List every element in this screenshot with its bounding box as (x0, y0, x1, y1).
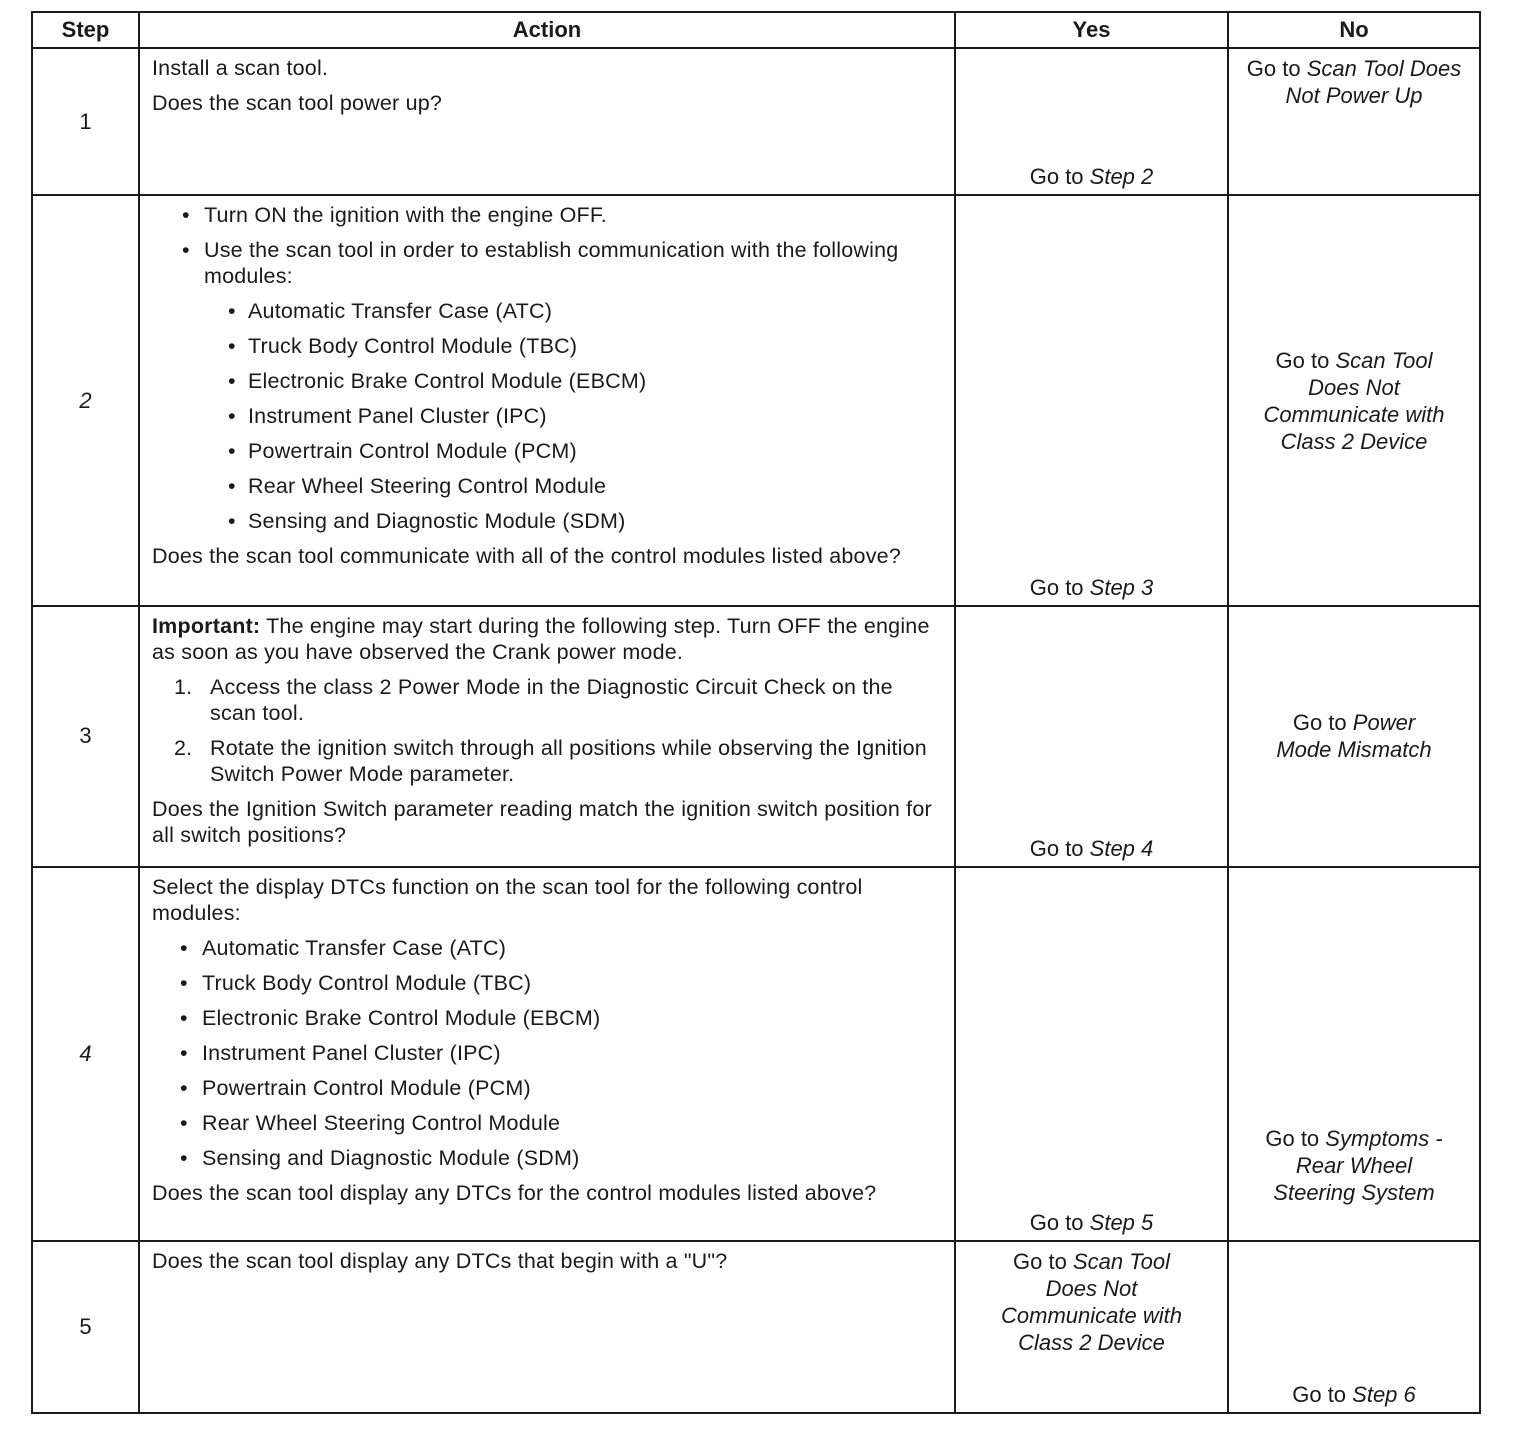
yes-result: Go to Step 4 (1029, 835, 1154, 861)
action-question: Does the scan tool display any DTCs for the control modules listed above? (152, 1180, 877, 1205)
no-cell (1228, 606, 1480, 867)
no-result: Go to Symptoms - Rear Wheel Steering System (1265, 1125, 1443, 1205)
header-yes: Yes (955, 12, 1228, 48)
no-result: Go to Scan Tool Does Not Communicate with Class 2 Device (1263, 347, 1445, 454)
list-item: • Sensing and Diagnostic Module (SDM) (204, 508, 940, 534)
no-result: Go to Scan Tool Does Not Power Up (1246, 56, 1462, 108)
yes-cell (955, 48, 1228, 195)
no-result: Go to Step 6 (1292, 1382, 1416, 1407)
yes-result: Go to Step 3 (1029, 575, 1154, 601)
list-item: • Rear Wheel Steering Control Module (152, 1110, 940, 1136)
yes-result: Go to Step 5 (1029, 1209, 1154, 1235)
action-question: Does the scan tool communicate with all of the control modules listed above? (152, 544, 901, 569)
table-row (32, 48, 1480, 195)
step-number: 5 (32, 1241, 139, 1413)
list-item: • Turn ON the ignition with the engine OFF. (152, 202, 940, 228)
action-cell (139, 1241, 955, 1413)
no-result: Go to Power Mode Mismatch (1276, 710, 1432, 763)
yes-result: Go to Scan Tool Does Not Communicate with Class 2 Device (1001, 1248, 1182, 1355)
table-row (32, 606, 1480, 867)
yes-cell (955, 867, 1228, 1241)
header-step: Step (32, 12, 139, 48)
action-cell (139, 195, 955, 606)
table-row (32, 195, 1480, 606)
yes-link[interactable]: Scan Tool Does Not Communicate with Class 2 Device (1001, 1248, 1182, 1355)
table-row (32, 1241, 1480, 1413)
action-list (152, 202, 940, 534)
action-cell (139, 48, 955, 195)
list-item: 1. Access the class 2 Power Mode in the Diagnostic Circuit Check on the scan tool. (174, 675, 893, 726)
no-cell (1228, 1241, 1480, 1413)
action-cell (139, 867, 955, 1241)
action-question: Does the Ignition Switch parameter reading match the ignition switch position for all switch positions? (152, 797, 932, 848)
list-item: • Electronic Brake Control Module (EBCM) (152, 1005, 940, 1031)
list-item: • Electronic Brake Control Module (EBCM) (204, 368, 940, 394)
yes-link[interactable]: Step 5 (1089, 1209, 1154, 1235)
table-row (32, 867, 1480, 1241)
action-cell (139, 606, 955, 867)
list-item: 2. Rotate the ignition switch through all positions while observing the Ignition Switch Power Mode parameter. (174, 736, 927, 787)
action-text: Install a scan tool. (152, 56, 329, 80)
no-cell (1228, 867, 1480, 1241)
list-item: • Truck Body Control Module (TBC) (152, 970, 940, 996)
list-item: • Instrument Panel Cluster (IPC) (152, 1040, 940, 1066)
step-number: 3 (32, 606, 139, 867)
yes-cell (955, 1241, 1228, 1413)
list-item: • Powertrain Control Module (PCM) (204, 438, 940, 464)
no-cell (1228, 48, 1480, 195)
step-number: 4 (32, 867, 139, 1241)
yes-link[interactable]: Step 2 (1089, 164, 1154, 190)
important-note: Important: The engine may start during the following step. Turn OFF the engine as soon as you have observed the Crank power mode. (152, 614, 930, 665)
action-question: Does the scan tool power up? (152, 91, 443, 115)
list-item: • Automatic Transfer Case (ATC) (152, 935, 940, 961)
no-cell (1228, 195, 1480, 606)
header-row (32, 12, 1480, 48)
list-item: • Instrument Panel Cluster (IPC) (204, 403, 940, 429)
yes-link[interactable]: Step 3 (1089, 575, 1154, 601)
no-link[interactable]: Power Mode Mismatch (1276, 710, 1432, 763)
yes-cell (955, 195, 1228, 606)
yes-cell (955, 606, 1228, 867)
list-item: • Powertrain Control Module (PCM) (152, 1075, 940, 1101)
action-text: Select the display DTCs function on the scan tool for the following control modules: (152, 874, 863, 925)
yes-link[interactable]: Step 4 (1089, 835, 1154, 861)
list-item: • Sensing and Diagnostic Module (SDM) (152, 1145, 940, 1171)
no-link[interactable]: Scan Tool Does Not Communicate with Class 2 Device (1263, 347, 1445, 454)
list-item: • Rear Wheel Steering Control Module (204, 473, 940, 499)
list-item: • Use the scan tool in order to establish communication with the following modules: • Automatic Transfer Case (ATC) • Truck Body Control Module (TBC) • Electronic Brake Control Module (EBCM) • Instrument Panel Cluster (IPC) • Powertrain Control Module (PCM) • Rear Wheel Steering Control Module • Sensing and Diagnostic Module (SDM) (152, 237, 940, 534)
header-action: Action (139, 12, 955, 48)
module-list (152, 935, 940, 1171)
no-link[interactable]: Scan Tool Does Not Power Up (1285, 56, 1462, 108)
procedure-list (152, 674, 940, 787)
header-no: No (1228, 12, 1480, 48)
yes-result: Go to Step 2 (1029, 164, 1154, 190)
module-list (204, 298, 940, 534)
no-link[interactable]: Step 6 (1352, 1382, 1416, 1407)
no-link[interactable]: Symptoms - Rear Wheel Steering System (1273, 1125, 1443, 1205)
step-number: 2 (32, 195, 139, 606)
action-question: Does the scan tool display any DTCs that begin with a "U"? (152, 1248, 728, 1273)
list-item: • Truck Body Control Module (TBC) (204, 333, 940, 359)
diagnostic-table (31, 11, 1481, 1414)
step-number: 1 (32, 48, 139, 195)
list-item: • Automatic Transfer Case (ATC) (204, 298, 940, 324)
